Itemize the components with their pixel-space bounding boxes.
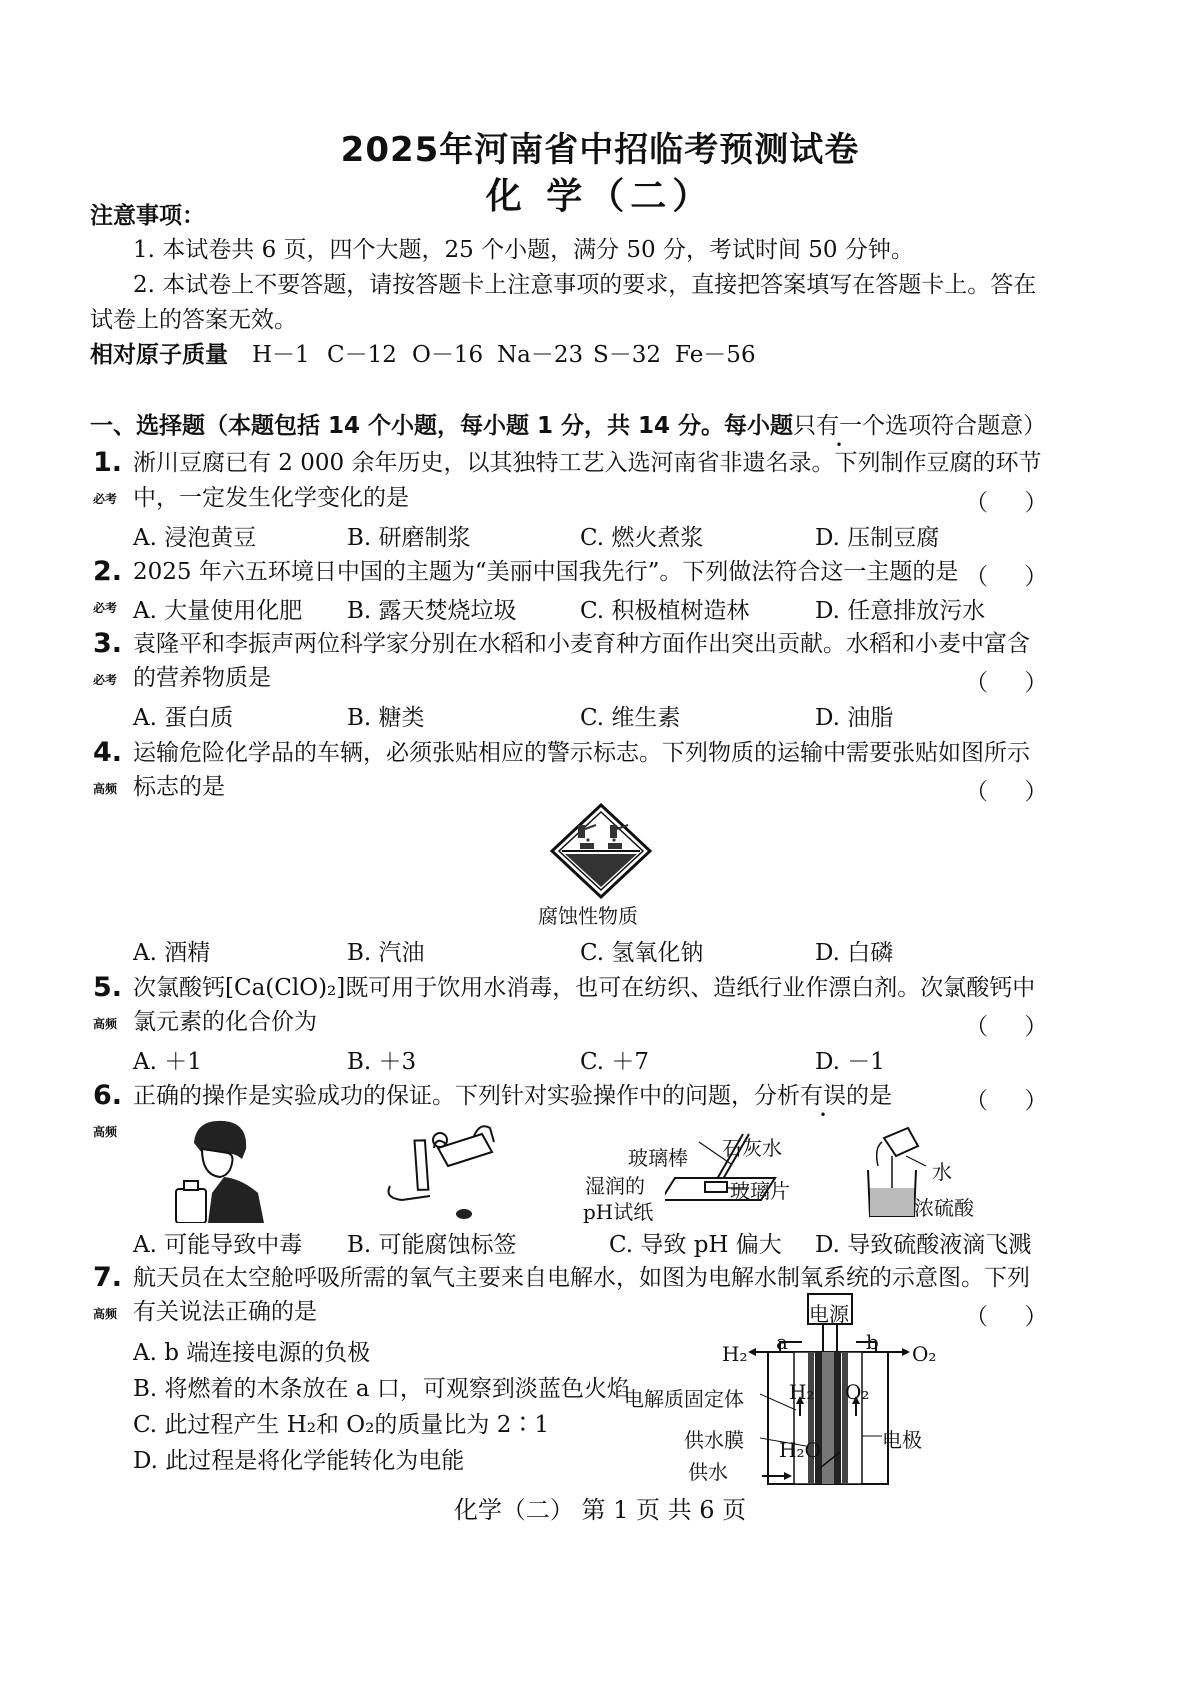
atomic-mass-fe: Fe－56 bbox=[675, 342, 756, 368]
label-water: 水 bbox=[932, 1160, 952, 1184]
q4-stem-line2: 标志的是 bbox=[133, 774, 225, 800]
q2-option-d: D. 任意排放污水 bbox=[815, 598, 986, 624]
q4-stem-line1: 运输危险化学品的车辆，必须张贴相应的警示标志。下列物质的运输中需要张贴如图所示 bbox=[133, 740, 1030, 766]
label-o2-in: O₂ bbox=[845, 1380, 870, 1404]
q7-option-a: A. b 端连接电源的负极 bbox=[133, 1340, 371, 1366]
q2-option-b: B. 露天焚烧垃圾 bbox=[347, 598, 517, 624]
label-h2-in: H₂ bbox=[789, 1380, 815, 1404]
q2-number: 2. bbox=[93, 556, 123, 587]
q5-number: 5. bbox=[93, 972, 123, 1003]
atomic-mass-o: O－16 bbox=[412, 342, 484, 368]
q6-stem-emph: 有误 bbox=[800, 1083, 846, 1109]
exam-title: 2025年河南省中招临考预测试卷 bbox=[340, 130, 860, 170]
q6-stem-pre: 正确的操作是实验成功的保证。下列针对实验操作中的问题，分析 bbox=[133, 1083, 800, 1109]
q3-stem-line1: 袁隆平和李振声两位科学家分别在水稻和小麦育种方面作出突出贡献。水稻和小麦中富含 bbox=[133, 631, 1030, 657]
q7-number: 7. bbox=[93, 1262, 123, 1293]
label-membrane: 供水膜 bbox=[684, 1428, 744, 1452]
notes-item-2-line2: 试卷上的答案无效。 bbox=[90, 307, 297, 333]
q2-option-c: C. 积极植树造林 bbox=[580, 598, 750, 624]
q3-tag: 必考 bbox=[93, 673, 118, 687]
notes-heading: 注意事项： bbox=[90, 203, 205, 229]
q1-option-c: C. 燃火煮浆 bbox=[580, 525, 704, 551]
label-electrode: 电极 bbox=[882, 1428, 922, 1452]
page-footer: 化学（二） 第 1 页 共 6 页 bbox=[453, 1496, 747, 1524]
label-conc-acid: 浓硫酸 bbox=[914, 1196, 974, 1220]
atomic-mass-label: 相对原子质量 bbox=[90, 342, 228, 368]
atomic-mass-na: Na－23 bbox=[497, 342, 584, 368]
q2-answer-paren: （ ） bbox=[965, 564, 1048, 590]
section-heading-post: 选项符合题意） bbox=[885, 413, 1047, 439]
q6-stem-post: 的是 bbox=[846, 1083, 892, 1109]
q6-option-b: B. 可能腐蚀标签 bbox=[347, 1232, 517, 1258]
label-h2o: H₂O bbox=[779, 1438, 821, 1462]
atomic-mass-s: S－32 bbox=[593, 342, 662, 368]
label-glass-rod: 玻璃棒 bbox=[628, 1146, 688, 1170]
q4-tag: 高频 bbox=[93, 782, 118, 796]
q1-answer-paren: （ ） bbox=[965, 490, 1048, 516]
q7-option-b: B. 将燃着的木条放在 a 口，可观察到淡蓝色火焰 bbox=[133, 1376, 630, 1402]
label-o2-out: O₂ bbox=[912, 1342, 937, 1366]
q4-option-c: C. 氢氧化钠 bbox=[580, 940, 704, 966]
q4-answer-paren: （ ） bbox=[965, 779, 1048, 805]
label-h2-out: H₂ bbox=[722, 1342, 748, 1366]
q3-option-c: C. 维生素 bbox=[580, 705, 681, 731]
label-electrolyte: 电解质固定体 bbox=[624, 1387, 744, 1411]
q1-stem-line1: 淅川豆腐已有 2 000 余年历史，以其独特工艺入选河南省非遗名录。下列制作豆腐的环节 bbox=[133, 450, 1042, 476]
q5-option-b: B. ＋3 bbox=[347, 1049, 417, 1075]
q2-stem: 2025 年六五环境日中国的主题为“美丽中国我先行”。下列做法符合这一主题的是 bbox=[133, 559, 959, 585]
q1-option-d: D. 压制豆腐 bbox=[815, 525, 940, 551]
q5-stem-line1: 次氯酸钙[Ca(ClO)₂]既可用于饮用水消毒，也可在纺织、造纸行业作漂白剂。次氯酸钙中 bbox=[133, 975, 1036, 1001]
q7-stem-line2: 有关说法正确的是 bbox=[133, 1299, 317, 1325]
corrosive-warning-icon bbox=[548, 803, 654, 899]
q6-number: 6. bbox=[93, 1080, 123, 1111]
atomic-mass-c: C－12 bbox=[327, 342, 397, 368]
q6-answer-paren: （ ） bbox=[965, 1088, 1048, 1114]
q7-stem-line1: 航天员在太空舱呼吸所需的氧气主要来自电解水，如图为电解水制氧系统的示意图。下列 bbox=[133, 1265, 1030, 1291]
q2-tag: 必考 bbox=[93, 601, 118, 615]
label-a: a bbox=[776, 1330, 788, 1354]
q4-option-a: A. 酒精 bbox=[133, 940, 211, 966]
section-heading bbox=[90, 412, 1046, 440]
q6-option-d: D. 导致硫酸液滴飞溅 bbox=[815, 1232, 1032, 1258]
q1-option-b: B. 研磨制浆 bbox=[347, 525, 471, 551]
notes-item-2-line1: 2. 本试卷上不要答题，请按答题卡上注意事项的要求，直接把答案填写在答题卡上。答在 bbox=[133, 272, 1037, 298]
q1-option-a: A. 浸泡黄豆 bbox=[133, 525, 257, 551]
q6-option-a: A. 可能导致中毒 bbox=[133, 1232, 303, 1258]
q6-option-c: C. 导致 pH 偏大 bbox=[609, 1232, 782, 1258]
exam-subtitle: 化 学（二） bbox=[485, 176, 715, 217]
q3-number: 3. bbox=[93, 628, 123, 659]
q2-option-a: A. 大量使用化肥 bbox=[133, 598, 303, 624]
label-power: 电源 bbox=[809, 1302, 849, 1326]
q7-option-d: D. 此过程是将化学能转化为电能 bbox=[133, 1448, 465, 1474]
q3-option-a: A. 蛋白质 bbox=[133, 705, 234, 731]
q5-option-c: C. ＋7 bbox=[580, 1049, 650, 1075]
q4-number: 4. bbox=[93, 737, 123, 768]
smelling-gas-illustration bbox=[172, 1115, 268, 1223]
q4-option-b: B. 汽油 bbox=[347, 940, 425, 966]
q5-tag: 高频 bbox=[93, 1017, 118, 1031]
q1-number: 1. bbox=[93, 447, 123, 478]
atomic-mass-h: H－1 bbox=[252, 342, 310, 368]
q6-tag: 高频 bbox=[93, 1125, 118, 1139]
label-limewater: 石灰水 bbox=[722, 1136, 782, 1160]
q7-option-c: C. 此过程产生 H₂和 O₂的质量比为 2∶1 bbox=[133, 1412, 549, 1438]
q4-figure-caption: 腐蚀性物质 bbox=[538, 904, 638, 928]
label-supply: 供水 bbox=[688, 1460, 728, 1484]
q5-option-d: D. －1 bbox=[815, 1049, 885, 1075]
q3-option-b: B. 糖类 bbox=[347, 705, 425, 731]
q7-tag: 高频 bbox=[93, 1307, 118, 1321]
pouring-liquid-illustration bbox=[370, 1118, 500, 1223]
label-b: b bbox=[866, 1330, 879, 1354]
q1-stem-line2: 中，一定发生化学变化的是 bbox=[133, 485, 409, 511]
q1-tag: 必考 bbox=[93, 492, 118, 506]
q5-answer-paren: （ ） bbox=[965, 1014, 1048, 1040]
q5-option-a: A. ＋1 bbox=[133, 1049, 202, 1075]
q4-option-d: D. 白磷 bbox=[815, 940, 894, 966]
label-glass-plate: 玻璃片 bbox=[730, 1179, 790, 1203]
label-wet: 湿润的 bbox=[585, 1174, 645, 1198]
section-heading-emph: 只有一个 bbox=[793, 413, 886, 439]
notes-item-1: 1. 本试卷共 6 页，四个大题，25 个小题，满分 50 分，考试时间 50 分钟。 bbox=[133, 237, 914, 263]
q3-stem-line2: 的营养物质是 bbox=[133, 665, 271, 691]
q3-option-d: D. 油脂 bbox=[815, 705, 894, 731]
label-ph-paper: pH试纸 bbox=[583, 1200, 654, 1224]
q5-stem-line2: 氯元素的化合价为 bbox=[133, 1009, 317, 1035]
q6-stem bbox=[133, 1082, 892, 1110]
q3-answer-paren: （ ） bbox=[965, 670, 1048, 696]
section-heading-pre: 一、选择题（本题包括 14 个小题，每小题 1 分，共 14 分。每小题 bbox=[90, 413, 794, 439]
q7-answer-paren: （ ） bbox=[965, 1304, 1048, 1330]
